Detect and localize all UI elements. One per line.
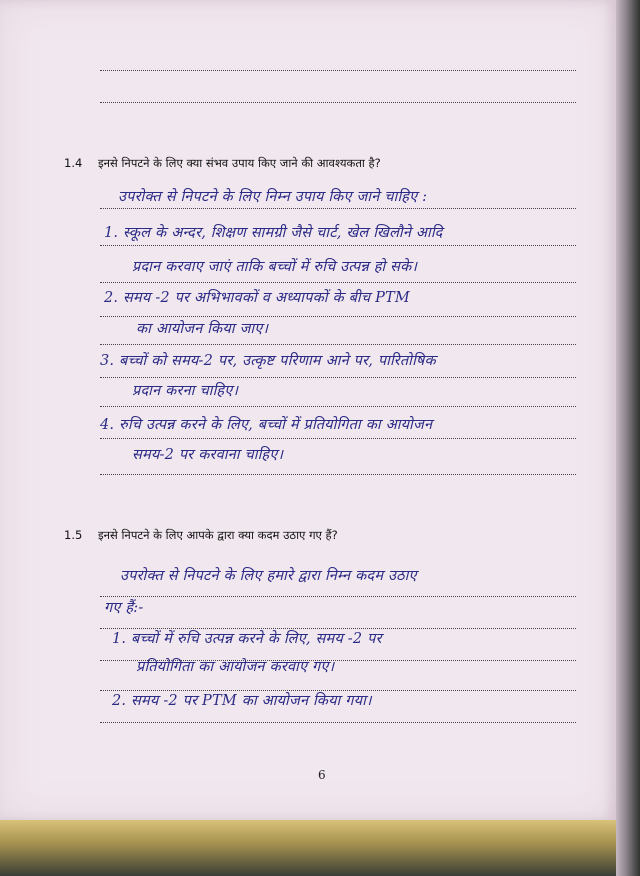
handwritten-answer-line: 2. समय -2 पर अभिभावकों व अध्यापकों के बीच PTM — [104, 290, 410, 306]
answer-line — [100, 208, 576, 209]
answer-line — [100, 282, 576, 283]
answer-line — [100, 406, 576, 407]
handwritten-answer-line: प्रदान करवाए जाएं ताकि बच्चों में रुचि उत्पन्न हो सके। — [132, 259, 418, 275]
question-number: 1.4 — [64, 156, 83, 170]
question-number: 1.5 — [64, 528, 83, 542]
answer-line — [100, 70, 576, 71]
handwritten-answer-line: गए हैं:- — [104, 600, 144, 616]
handwritten-answer-line: उपरोक्त से निपटने के लिए हमारे द्वारा निम्न कदम उठाए — [120, 568, 417, 584]
cover-strip — [0, 820, 616, 876]
handwritten-answer-line: 3. बच्चों को समय-2 पर, उत्कृष्ट परिणाम आने पर, पारितोषिक — [100, 353, 436, 369]
question-1-4 — [64, 156, 381, 171]
question-text: इनसे निपटने के लिए आपके द्वारा क्या कदम उठाए गए हैं? — [98, 528, 338, 542]
handwritten-answer-line: 1. स्कूल के अन्दर, शिक्षण सामग्री जैसे चार्ट, खेल खिलौने आदि — [104, 225, 443, 241]
answer-line — [100, 722, 576, 723]
handwritten-answer-line: प्रदान करना चाहिए। — [132, 383, 239, 399]
page-number: 6 — [318, 768, 326, 782]
answer-line — [100, 102, 576, 103]
answer-line — [100, 438, 576, 439]
handwritten-answer-line: का आयोजन किया जाए। — [136, 321, 269, 337]
question-text: इनसे निपटने के लिए क्या संभव उपाय किए जाने की आवश्यकता है? — [98, 156, 381, 170]
answer-line — [100, 474, 576, 475]
handwritten-answer-line: 1. बच्चों में रुचि उत्पन्न करने के लिए, समय -2 पर — [112, 631, 382, 647]
answer-line — [100, 596, 576, 597]
answer-line — [100, 316, 576, 317]
handwritten-answer-line: उपरोक्त से निपटने के लिए निम्न उपाय किए जाने चाहिए : — [118, 189, 428, 205]
answer-line — [100, 344, 576, 345]
answer-line — [100, 377, 576, 378]
page-edge — [616, 0, 640, 876]
handwritten-answer-line: समय-2 पर करवाना चाहिए। — [132, 447, 284, 463]
handwritten-answer-line: 4. रुचि उत्पन्न करने के लिए, बच्चों में प्रतियोगिता का आयोजन — [100, 417, 433, 433]
answer-line — [100, 245, 576, 246]
question-1-5 — [64, 528, 338, 543]
handwritten-answer-line: 2. समय -2 पर PTM का आयोजन किया गया। — [112, 693, 372, 709]
handwritten-answer-line: प्रतियोगिता का आयोजन करवाए गए। — [136, 659, 335, 675]
